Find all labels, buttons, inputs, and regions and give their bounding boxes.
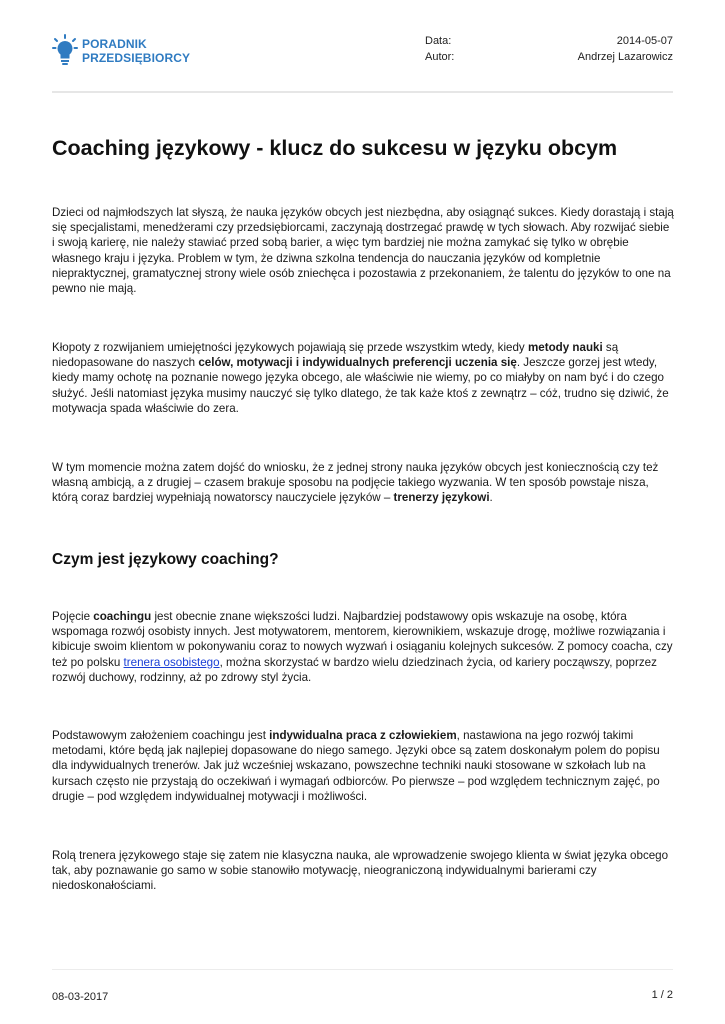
article-title: Coaching językowy - klucz do sukcesu w języku obcym: [52, 136, 618, 160]
text: . Jeszcze gorzej jest wtedy, kiedy mamy ochotę na poznanie nowego języka obcego, ale właściwie nie wiemy, po co miałyby on nam być i do czego służyć. Jeśli natomiast języka musimy nauczyć się tylko dlatego, że tak każe ktoś z zewnątrz – cóż, trudno się dziwić, że motywacja spada właściwie do zera.: [52, 356, 669, 415]
text: , można skorzystać w bardzo wielu dziedzinach życia, od kariery począwszy, poprzez rozwój duchowy, rodzinny, aż po zdrowy styl życia.: [52, 655, 657, 684]
section-heading: Czym jest językowy coaching?: [52, 551, 279, 568]
paragraph-6: Rolą trenera językowego staje się zatem nie klasyczna nauka, ale wprowadzenie swojego klienta w świat języka obcego tak, aby poznawanie go samo w sobie stanowiło motywację, nieograniczoną indywidualnymi barierami czy niedoskonałościami.: [52, 849, 669, 893]
logo[interactable]: [52, 33, 212, 73]
text: W tym momencie można zatem dojść do wniosku, że z jednej strony nauka języków obcych jest koniecznością czy też własną ambicją, a z drugiej – czasem brakuje sposobu na podjęcie takiego wyzwania. W ten sposób powstaje nisza, którą coraz bardziej wypełniają nowatorscy nauczyciele języków –: [52, 461, 659, 505]
logo-line-2: PRZEDSIĘBIORCY: [82, 51, 191, 65]
bold-text: celów, motywacji i indywidualnych preferencji uczenia się: [198, 356, 517, 370]
paragraph-5: [52, 728, 674, 804]
footer-divider: [52, 969, 673, 970]
lightbulb-icon: [52, 34, 78, 68]
date-label: Data:: [425, 35, 452, 47]
text: Podstawowym założeniem coachingu jest: [52, 729, 270, 742]
text: Kłopoty z rozwijaniem umiejętności językowych pojawiają się przede wszystkim wtedy, kiedy: [52, 341, 528, 354]
text: są niedopasowane do naszych: [52, 341, 619, 370]
author-label: Autor:: [425, 51, 455, 63]
bold-text: indywidualna praca z człowiekiem: [269, 729, 457, 742]
logo-line-1: PORADNIK: [82, 37, 147, 51]
paragraph-2: [52, 340, 674, 416]
paragraph-1: Dzieci od najmłodszych lat słyszą, że nauka języków obcych jest niezbędna, aby osiągnąć sukces. Kiedy dorastają i stają się specjalistami, menedżerami czy przedsiębiorcami, zaczynają dostrzegać prawdę w tych słowach. Aby rozwijać siebie i swoją karierę, nie należy stawiać przed sobą barier, a więc tym bardziej nie można zamykać się tylko w obrębie własnego kraju i języka. Problem w tym, że dziwna szkolna tendencja do nauczania języków od kompletnie niepraktycznej, gramatycznej strony wiele osób zniechęca i pozostawia z przekonaniem, że talentu do języków to one na pewno nie mają.: [52, 206, 674, 296]
paragraph-3: [52, 460, 674, 506]
text: Pojęcie: [52, 610, 94, 623]
personal-trainer-link[interactable]: trenera osobistego: [123, 655, 220, 669]
author-value: Andrzej Lazarowicz: [577, 51, 673, 63]
document-meta: [425, 33, 673, 65]
footer-date: 08-03-2017: [52, 991, 109, 1003]
text: .: [489, 491, 493, 505]
header-divider: [52, 91, 673, 93]
date-value: 2014-05-07: [616, 35, 673, 47]
author-row: [425, 49, 673, 65]
text: , nastawiona na jego rozwój takimi metodami, które będą jak najlepiej dopasowane do niego samego. Języki obce są zatem doskonałym polem do popisu dla indywidualnych trenerów. Jak już wcześniej wskazano, powszechne techniki nauki stosowane w szkołach lub na kursach często nie przystają do oczekiwań i wymagań odbiorców. Po pierwsze – pod względem technicznym zajęć, po drugie – pod względem indywidualnej motywacji i możliwości.: [52, 729, 660, 803]
bold-text: trenerzy językowi: [393, 491, 490, 505]
page-number: 1 / 2: [651, 989, 673, 1001]
paragraph-4: [52, 609, 674, 685]
logo-text: [82, 37, 190, 65]
date-row: [425, 33, 673, 49]
bold-text: metody nauki: [527, 341, 603, 354]
bold-text: coachingu: [93, 610, 152, 623]
text: jest obecnie znane większości ludzi. Najbardziej podstawowy opis wskazuje na osobę, która wspomaga rozwój osobisty innych. Jest motywatorem, mentorem, kierownikiem, wskazuje drogę, możliwe rozwiązania i kibicuje swoim klientom w pokonywaniu coraz to nowych wyzwań i osiąganiu kolejnych sukcesów. Z pomocy coacha, czy też po polsku: [52, 610, 673, 669]
